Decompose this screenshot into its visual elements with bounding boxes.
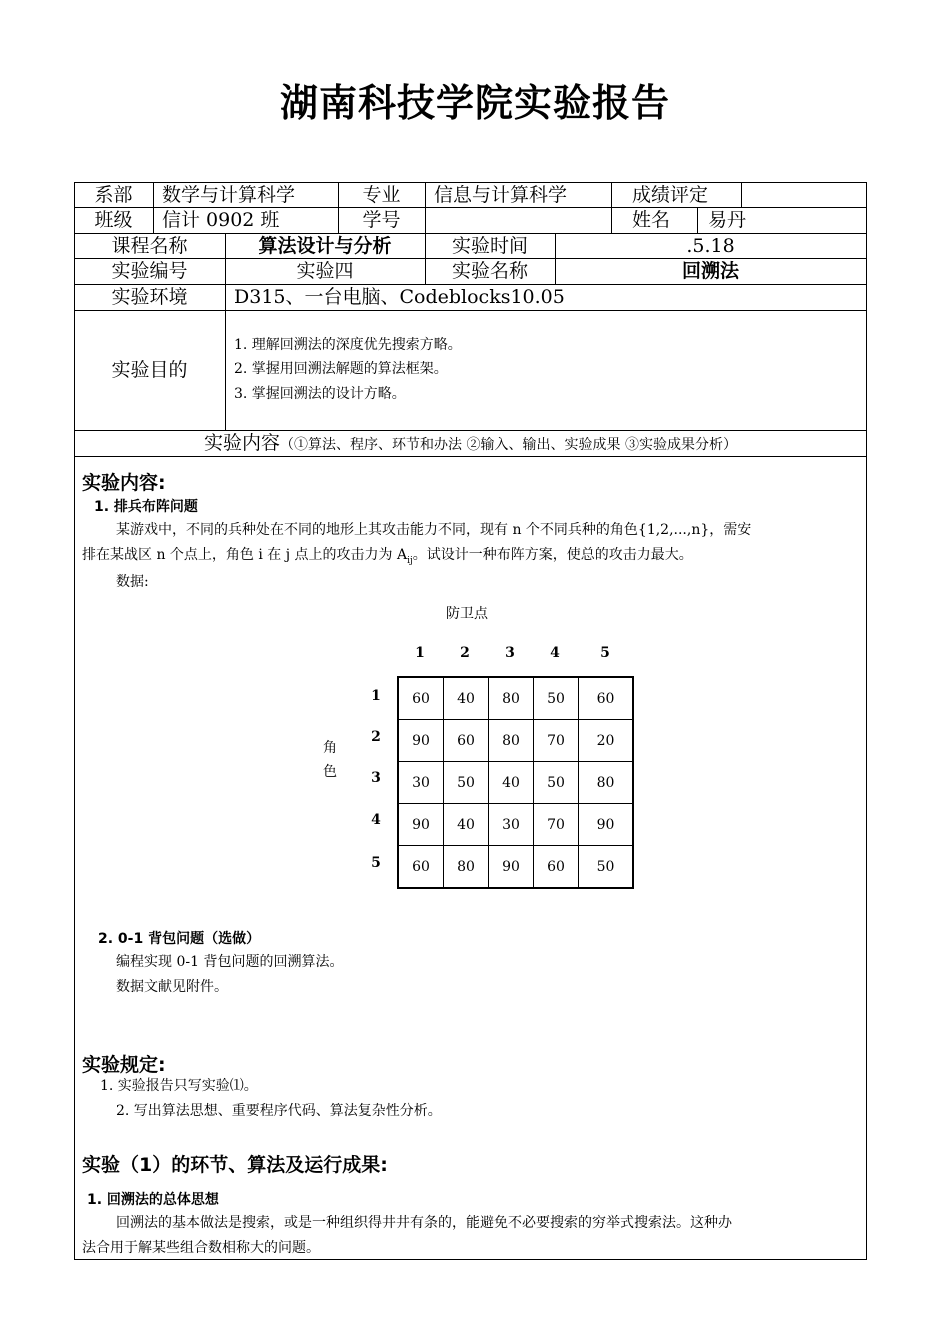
dept-value: 数学与计算科学: [162, 184, 296, 206]
matrix-cell: 90: [398, 804, 444, 846]
row-header: 5: [371, 855, 381, 871]
matrix-cell: 40: [444, 677, 489, 720]
class-value: 信计 0902 班: [162, 209, 280, 231]
attack-matrix: [397, 676, 634, 889]
col-divider: [611, 182, 612, 233]
grade-value[interactable]: [742, 183, 866, 207]
student-id-label: 学号: [362, 209, 401, 231]
course-value: 算法设计与分析: [258, 235, 392, 257]
steps-heading: 实验（1）的环节、算法及运行成果:: [82, 1154, 388, 1176]
matrix-cell: 50: [444, 762, 489, 804]
course-label: 课程名称: [111, 235, 188, 257]
name-value: 易丹: [708, 209, 747, 231]
matrix-cell: 70: [534, 804, 579, 846]
major-value: 信息与计算科学: [434, 184, 568, 206]
matrix-cell: 60: [534, 846, 579, 889]
table-row: [398, 804, 633, 846]
table-row: [398, 846, 633, 889]
table-row: [398, 677, 633, 720]
col-divider: [697, 207, 698, 233]
env-label: 实验环境: [111, 286, 188, 308]
matrix-cell: 40: [489, 762, 534, 804]
col-divider: [425, 182, 426, 233]
section-1-title: 1. 回溯法的总体思想: [87, 1192, 219, 1208]
matrix-cell: 30: [398, 762, 444, 804]
row-divider: [74, 456, 867, 457]
matrix-cell: 60: [398, 677, 444, 720]
table-row: [398, 720, 633, 762]
class-label: 班级: [94, 209, 133, 231]
row-axis-label: 色: [323, 764, 337, 780]
major-label: 专业: [362, 184, 401, 206]
matrix-cell: 30: [489, 804, 534, 846]
row-header: 1: [371, 688, 381, 704]
matrix-cell: 50: [534, 762, 579, 804]
problem-1-title: 1. 排兵布阵问题: [94, 499, 198, 515]
purpose-label: 实验目的: [111, 359, 188, 381]
matrix-cell: 60: [398, 846, 444, 889]
report-title: 湖南科技学院实验报告: [279, 81, 670, 125]
matrix-cell: 20: [579, 720, 634, 762]
col-header: 2: [460, 645, 470, 661]
content-bar: [74, 431, 867, 455]
matrix-cell: 60: [579, 677, 634, 720]
problem-2-line: 编程实现 0-1 背包问题的回溯算法。: [116, 954, 344, 970]
row-axis-label: 角: [323, 740, 337, 756]
row-divider: [74, 310, 867, 311]
matrix-cell: 80: [489, 720, 534, 762]
col-header: 3: [505, 645, 515, 661]
col-header: 5: [600, 645, 610, 661]
requirement-item: 1. 实验报告只写实验⑴。: [100, 1078, 258, 1094]
env-value: D315、一台电脑、Codeblocks10.05: [234, 286, 565, 308]
content-heading: 实验内容:: [82, 472, 166, 494]
problem-1-line: 排在某战区 n 个点上，角色 i 在 j 点上的攻击力为 $A_{ij}$。试设计一种布阵方案，使总的攻击力最大。: [82, 547, 693, 566]
col-header: 4: [550, 645, 560, 661]
table-title: 防卫点: [446, 606, 488, 622]
col-header: 1: [415, 645, 425, 661]
matrix-cell: 50: [579, 846, 634, 889]
exp-no-label: 实验编号: [111, 260, 188, 282]
matrix-cell: 90: [579, 804, 634, 846]
time-label: 实验时间: [451, 235, 528, 257]
matrix-cell: 60: [444, 720, 489, 762]
requirements-heading: 实验规定:: [82, 1054, 166, 1076]
row-header: 2: [371, 729, 381, 745]
dept-label: 系部: [94, 184, 133, 206]
exp-name-value: 回溯法: [681, 260, 739, 282]
content-bar-label: 实验内容: [204, 432, 281, 454]
table-row: [398, 762, 633, 804]
purpose-item: 1. 理解回溯法的深度优先搜索方略。: [234, 337, 462, 353]
problem-1-text: [82, 518, 860, 574]
student-id-value: [430, 208, 610, 232]
name-label: 姓名: [632, 209, 671, 231]
problem-2-line: 数据文献见附件。: [116, 979, 228, 995]
subscript-ij: ij: [407, 555, 413, 566]
purpose-item: 2. 掌握用回溯法解题的算法框架。: [234, 361, 448, 377]
time-value: .5.18: [686, 235, 735, 257]
matrix-cell: 70: [534, 720, 579, 762]
col-divider: [153, 182, 154, 233]
problem-1-line: 某游戏中，不同的兵种处在不同的地形上其攻击能力不同，现有 n 个不同兵种的角色{1,2,...,n}，需安: [116, 522, 752, 538]
section-1-line: 法合用于解某些组合数相称大的问题。: [82, 1240, 320, 1256]
matrix-cell: 80: [444, 846, 489, 889]
matrix-cell: 80: [579, 762, 634, 804]
matrix-cell: 40: [444, 804, 489, 846]
purpose-item: 3. 掌握回溯法的设计方略。: [234, 386, 406, 402]
matrix-cell: 90: [398, 720, 444, 762]
matrix-cell: 80: [489, 677, 534, 720]
exp-name-label: 实验名称: [451, 260, 528, 282]
row-header: 4: [371, 812, 381, 828]
exp-no-value: 实验四: [296, 260, 354, 282]
requirement-item: 2. 写出算法思想、重要程序代码、算法复杂性分析。: [116, 1103, 442, 1119]
data-label: 数据:: [116, 574, 149, 590]
section-1-text: [82, 1211, 860, 1261]
grade-label: 成绩评定: [632, 184, 709, 206]
content-bar-note: （①算法、程序、环节和办法 ②输入、输出、实验成果 ③实验成果分析）: [280, 437, 737, 453]
matrix-cell: 90: [489, 846, 534, 889]
row-header: 3: [371, 770, 381, 786]
matrix-cell: 50: [534, 677, 579, 720]
section-1-line: 回溯法的基本做法是搜索，或是一种组织得井井有条的，能避免不必要搜索的穷举式搜索法。这种办: [116, 1215, 732, 1231]
problem-2-title: 2. 0-1 背包问题（选做）: [98, 931, 261, 947]
